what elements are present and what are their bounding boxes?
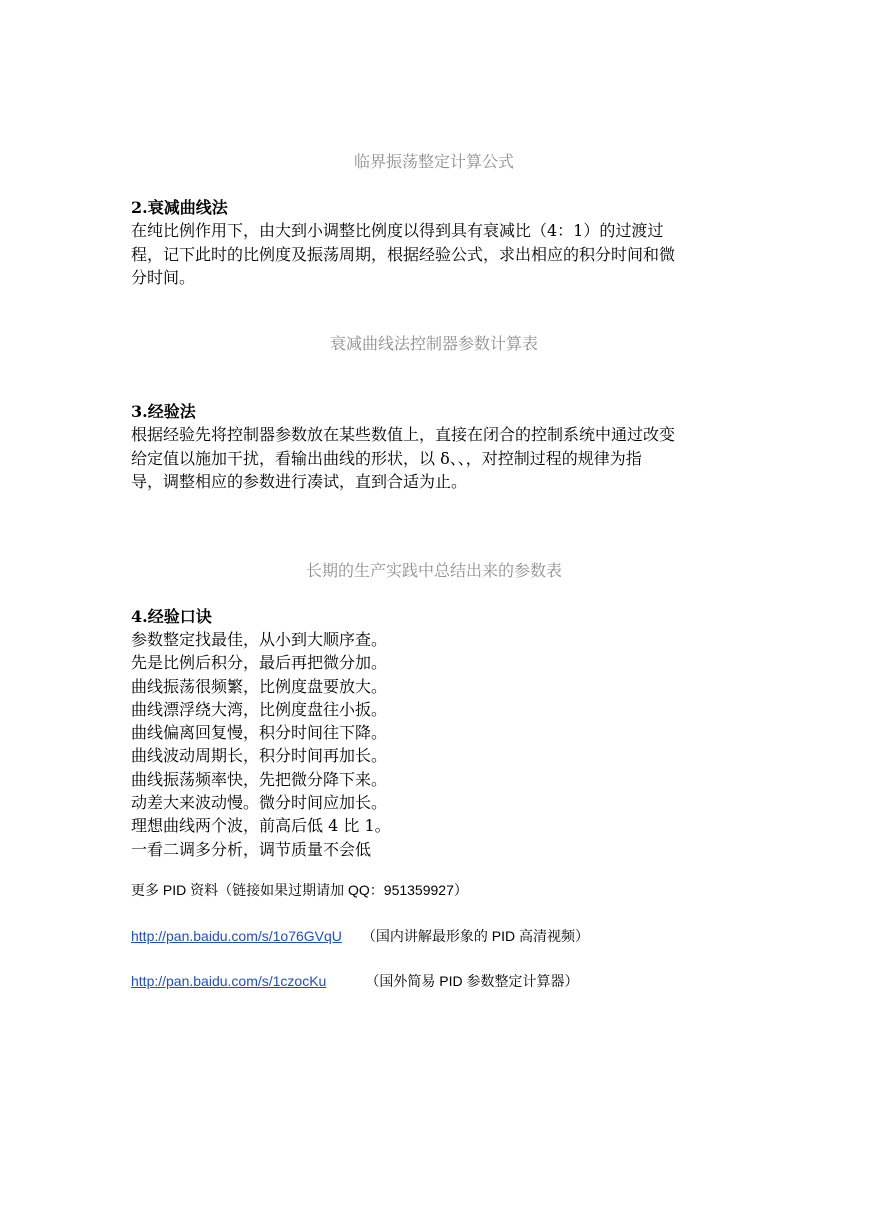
section-3-line: 导，调整相应的参数进行凑试，直到合适为止。 <box>131 472 468 491</box>
video-link-note: （国内讲解最形象的 PID 高清视频） <box>361 928 590 944</box>
verse-line: 曲线漂浮绕大湾，比例度盘往小扳。 <box>131 699 388 719</box>
more-resources-text: 更多 PID 资料（链接如果过期请加 QQ：951359927） <box>131 882 468 898</box>
verse-line: 曲线偏离回复慢，积分时间往下降。 <box>131 723 388 743</box>
calculator-link-note: （国外简易 PID 参数整定计算器） <box>365 973 579 989</box>
calculator-link[interactable]: http://pan.baidu.com/s/1czocKu <box>131 973 327 989</box>
video-link[interactable]: http://pan.baidu.com/s/1o76GVqU <box>131 928 342 944</box>
resource-link-row-video <box>131 926 589 946</box>
section-2-line: 在纯比例作用下，由大到小调整比例度以得到具有衰减比（4：1）的过渡过 <box>131 221 664 240</box>
resource-link-row-calculator <box>131 971 578 991</box>
section-3-paragraph <box>131 423 731 494</box>
caption-practice-table: 长期的生产实践中总结出来的参数表 <box>305 561 562 580</box>
section-2-line: 分时间。 <box>131 268 196 287</box>
verse-line: 曲线振荡很频繁，比例度盘要放大。 <box>131 676 388 696</box>
verse-line: 动差大来波动慢。微分时间应加长。 <box>131 793 388 813</box>
section-2-heading: 2.衰减曲线法 <box>131 198 228 217</box>
caption-critical-oscillation: 临界振荡整定计算公式 <box>353 152 514 171</box>
verse-line: 曲线波动周期长，积分时间再加长。 <box>131 746 388 766</box>
verse-line: 曲线振荡频率快，先把微分降下来。 <box>131 769 388 789</box>
verse-line: 理想曲线两个波，前高后低 4 比 1。 <box>131 816 391 836</box>
section-3-heading: 3.经验法 <box>131 402 196 421</box>
caption-decay-table: 衰减曲线法控制器参数计算表 <box>329 334 538 353</box>
section-4-verse <box>131 628 391 861</box>
section-3-line: 给定值以施加干扰，看输出曲线的形状，以 δ、、，对控制过程的规律为指 <box>131 448 642 468</box>
section-4-heading: 4.经验口诀 <box>131 607 212 626</box>
section-2-paragraph <box>131 219 731 290</box>
verse-line: 参数整定找最佳，从小到大顺序查。 <box>131 630 388 649</box>
section-2-line: 程，记下此时的比例度及振荡周期，根据经验公式，求出相应的积分时间和微 <box>131 244 676 264</box>
verse-line: 先是比例后积分，最后再把微分加。 <box>131 653 388 673</box>
section-3-line: 根据经验先将控制器参数放在某些数值上，直接在闭合的控制系统中通过改变 <box>131 425 676 444</box>
verse-line: 一看二调多分析，调节质量不会低 <box>131 839 372 859</box>
